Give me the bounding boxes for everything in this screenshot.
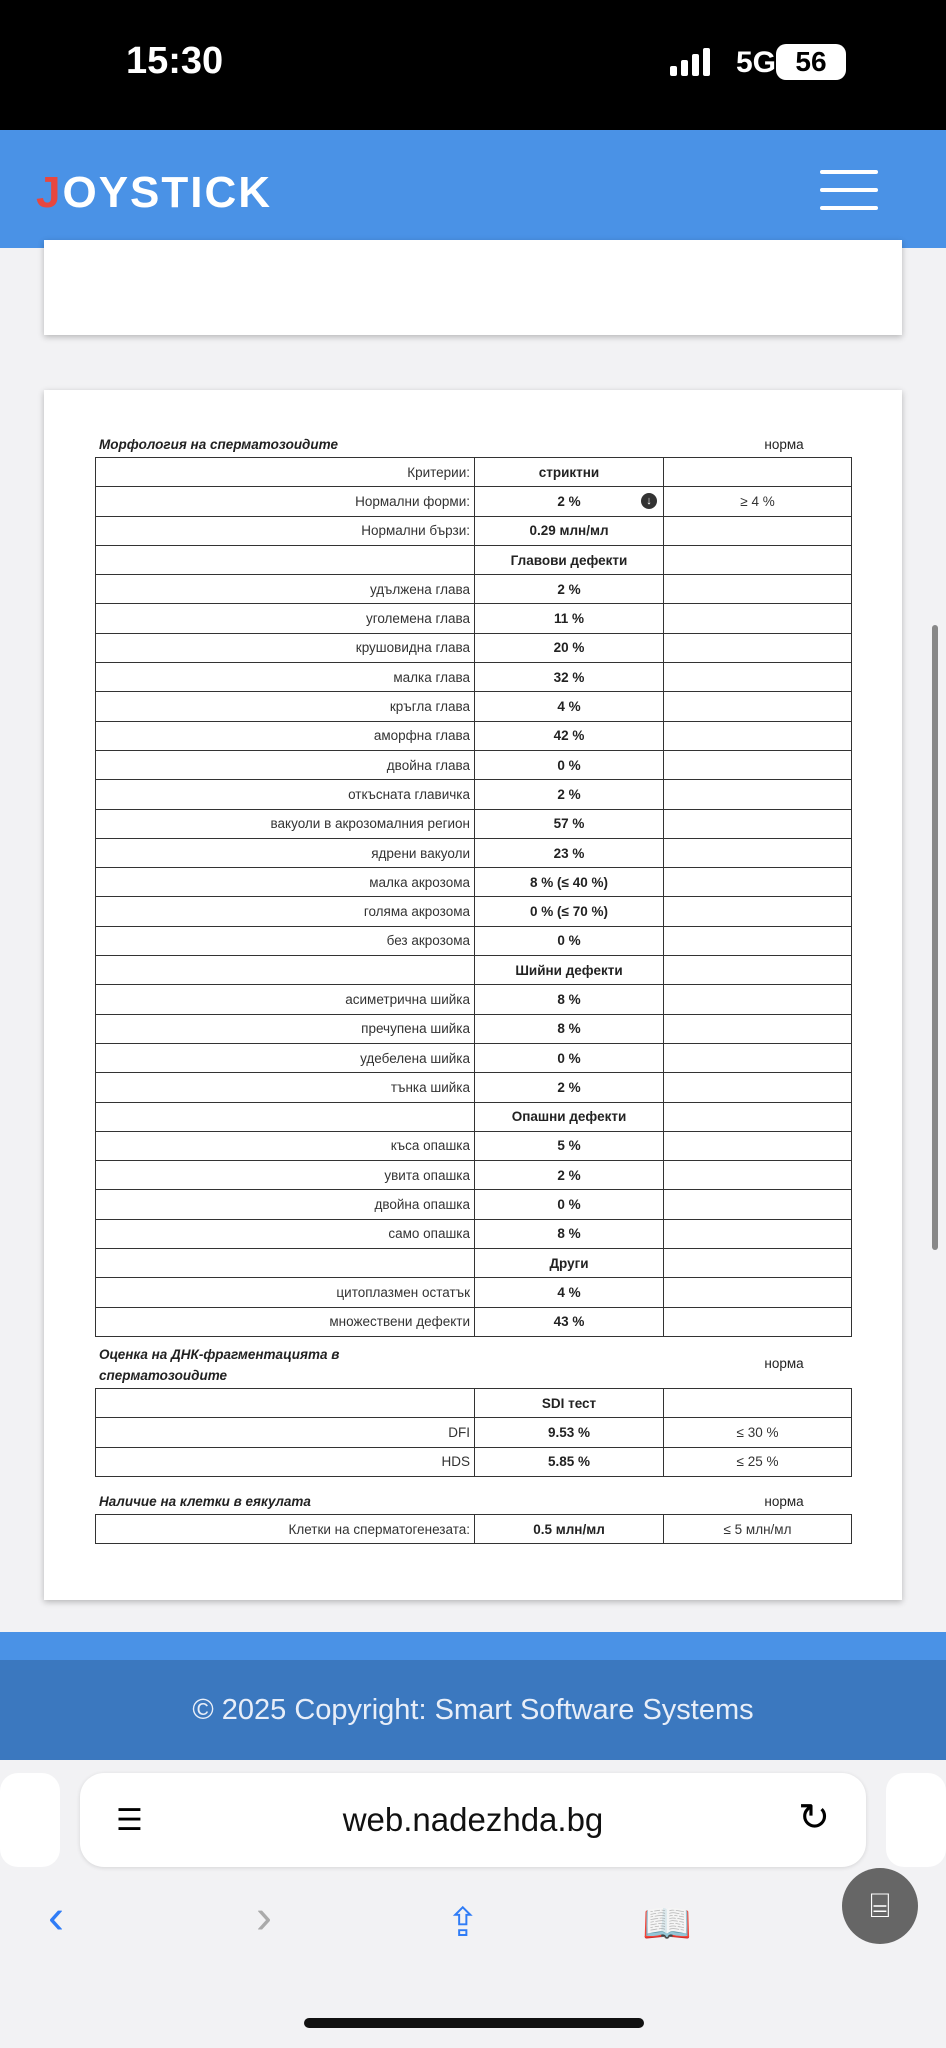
cell-label [96, 633, 475, 662]
label-text: DFI [448, 1424, 470, 1440]
cell-norm [664, 604, 852, 633]
cell-label [96, 985, 475, 1014]
norm-text: ≥ 4 % [740, 493, 775, 509]
cell-label [96, 1447, 475, 1476]
site-header [0, 130, 946, 248]
table-row [96, 868, 852, 897]
cell-label [96, 1102, 475, 1131]
cell-norm [664, 809, 852, 838]
table-row [96, 1131, 852, 1160]
cell-label [96, 663, 475, 692]
cell-label [96, 545, 475, 574]
label-text: асиметрична шийка [345, 991, 470, 1007]
norm-label: норма [764, 1356, 804, 1371]
table-row [96, 663, 852, 692]
value-text: стриктни [538, 464, 600, 480]
cell-norm [664, 1073, 852, 1102]
norm-text: ≤ 5 млн/мл [723, 1521, 792, 1537]
label-text: Клетки на сперматогенезата: [288, 1521, 470, 1537]
cell-label [96, 1219, 475, 1248]
cell-norm [664, 1278, 852, 1307]
table-row [96, 838, 852, 867]
value-text: 2 % [557, 786, 581, 802]
cell-value [475, 1447, 664, 1476]
bookmarks-icon[interactable]: 📖 [642, 1902, 692, 1946]
table-row [96, 1073, 852, 1102]
value-text: 8 % [557, 1021, 581, 1037]
cell-label [96, 780, 475, 809]
label-text: без акрозома [386, 933, 470, 949]
cell-label [96, 692, 475, 721]
label-text: голяма акрозома [363, 904, 470, 920]
cell-value [475, 897, 664, 926]
cell-norm [664, 1102, 852, 1131]
label-text: двойна опашка [374, 1197, 470, 1213]
cell-value [475, 663, 664, 692]
cell-label [96, 897, 475, 926]
cell-label [96, 1418, 475, 1447]
network-type: 5G [736, 46, 777, 79]
value-text: 23 % [553, 845, 585, 861]
label-text: уголемена глава [365, 611, 470, 627]
label-text: множествени дефекти [329, 1314, 470, 1330]
cell-label [96, 1043, 475, 1072]
label-text: ядрени вакуоли [371, 845, 470, 861]
value-text: 0.5 млн/мл [533, 1521, 605, 1537]
cell-norm [664, 545, 852, 574]
cell-norm [664, 633, 852, 662]
table-row [96, 1389, 852, 1418]
label-text: малка глава [393, 669, 470, 685]
cell-label [96, 1278, 475, 1307]
value-text: 8 % (≤ 40 %) [530, 874, 608, 890]
url-text: web.nadezhda.bg [342, 1801, 604, 1838]
value-text: 2 % [557, 1079, 581, 1095]
share-icon[interactable]: ⇪ [446, 1901, 480, 1945]
footer-copyright: © 2025 Copyright: Smart Software Systems [0, 1660, 946, 1760]
cell-label [96, 1073, 475, 1102]
scrollbar[interactable] [932, 625, 938, 1250]
next-tab[interactable] [886, 1773, 946, 1867]
table-row [96, 985, 852, 1014]
cell-norm [664, 721, 852, 750]
dna-table [95, 1388, 852, 1477]
footer-band [0, 1632, 946, 1660]
cell-label [96, 487, 475, 516]
cell-label [96, 809, 475, 838]
cell-value [475, 1515, 664, 1544]
cell-norm [664, 1515, 852, 1544]
value-text: 8 % [557, 1226, 581, 1242]
cell-value [475, 575, 664, 604]
norm-label: норма [764, 437, 804, 452]
cell-norm [664, 516, 852, 545]
value-text: 2 % [557, 493, 581, 509]
previous-tab[interactable] [0, 1773, 60, 1867]
cell-label [96, 1249, 475, 1278]
cell-label [96, 1307, 475, 1336]
cell-label [96, 604, 475, 633]
table-row [96, 1515, 852, 1544]
norm-label: норма [764, 1494, 804, 1509]
section-title-dna: Оценка на ДНК-фрагментацията в сперматозоидите [99, 1347, 340, 1383]
table-row [96, 516, 852, 545]
table-row [96, 1447, 852, 1476]
table-row [96, 1190, 852, 1219]
value-text: 43 % [553, 1314, 585, 1330]
label-text: HDS [441, 1454, 470, 1470]
cell-norm [664, 1131, 852, 1160]
address-bar[interactable] [80, 1773, 866, 1867]
label-text: цитоплазмен остатък [336, 1284, 470, 1300]
label-text: пречупена шийка [361, 1021, 470, 1037]
cell-label [96, 926, 475, 955]
scan-text-icon[interactable]: ⌸ [842, 1868, 918, 1944]
norm-text: ≤ 25 % [736, 1454, 779, 1470]
table-row [96, 692, 852, 721]
table-row [96, 1102, 852, 1131]
signal-icon [670, 48, 710, 76]
cell-norm [664, 1418, 852, 1447]
cell-norm [664, 1447, 852, 1476]
cells-table [95, 1514, 852, 1544]
cell-value [475, 516, 664, 545]
forward-icon[interactable]: › [256, 1891, 272, 1944]
report-card [44, 390, 902, 1600]
cell-label [96, 1131, 475, 1160]
cell-value [475, 809, 664, 838]
battery-icon: 56 [776, 44, 846, 80]
value-text: 2 % [557, 1167, 581, 1183]
cell-value [475, 1131, 664, 1160]
cell-value [475, 750, 664, 779]
cell-label [96, 516, 475, 545]
table-row [96, 1161, 852, 1190]
label-text: Критерии: [407, 464, 470, 480]
cell-label [96, 750, 475, 779]
table-row [96, 897, 852, 926]
cell-value [475, 545, 664, 574]
cell-label [96, 956, 475, 985]
cell-norm [664, 780, 852, 809]
label-text: малка акрозома [369, 874, 470, 890]
cell-value [475, 956, 664, 985]
cell-norm [664, 1307, 852, 1336]
cell-norm [664, 985, 852, 1014]
value-text: 4 % [557, 699, 581, 715]
value-text: 0 % [557, 1197, 581, 1213]
below-norm-icon: ↓ [641, 493, 657, 509]
value-text: Шийни дефекти [515, 962, 623, 978]
cell-label [96, 1190, 475, 1219]
section-title-cells: Наличие на клетки в еякулата [99, 1494, 311, 1509]
reload-icon[interactable]: ↻ [798, 1797, 830, 1839]
table-row [96, 545, 852, 574]
value-text: 42 % [553, 728, 585, 744]
table-row [96, 1418, 852, 1447]
table-row [96, 1014, 852, 1043]
table-row [96, 809, 852, 838]
cell-label [96, 1014, 475, 1043]
cell-value [475, 721, 664, 750]
table-row [96, 604, 852, 633]
section-title-morphology: Морфология на сперматозоидите [99, 437, 338, 452]
table-row [96, 926, 852, 955]
value-text: 11 % [553, 611, 585, 627]
table-row [96, 487, 852, 516]
cell-label [96, 1515, 475, 1544]
reader-icon[interactable]: ☰ [116, 1804, 143, 1837]
cell-value [475, 1102, 664, 1131]
morphology-table [95, 457, 852, 1337]
cell-norm [664, 868, 852, 897]
table-row [96, 633, 852, 662]
cell-label [96, 1389, 475, 1418]
cell-value [475, 985, 664, 1014]
label-text: Нормални бързи: [361, 523, 470, 539]
value-text: 0 % [557, 757, 581, 773]
label-text: аморфна глава [373, 728, 470, 744]
value-text: 9.53 % [547, 1424, 591, 1440]
cell-norm [664, 692, 852, 721]
label-text: увита опашка [384, 1167, 470, 1183]
label-text: Нормални форми: [355, 493, 470, 509]
cell-value [475, 1389, 664, 1418]
label-text: удължена глава [370, 581, 470, 597]
table-row [96, 575, 852, 604]
clock: 15:30 [126, 40, 224, 82]
browser-toolbar [0, 1760, 946, 2048]
cell-value [475, 1307, 664, 1336]
cell-norm [664, 458, 852, 487]
cell-value [475, 604, 664, 633]
hamburger-menu-icon[interactable] [820, 170, 878, 210]
label-text: крушовидна глава [355, 640, 470, 656]
cell-label [96, 721, 475, 750]
cell-value [475, 926, 664, 955]
cell-norm [664, 956, 852, 985]
cell-norm [664, 487, 852, 516]
table-row [96, 780, 852, 809]
report-card-top [44, 240, 902, 335]
value-text: 5.85 % [547, 1454, 591, 1470]
label-text: кръгла глава [389, 699, 470, 715]
value-text: 20 % [553, 640, 585, 656]
value-text: 0.29 млн/мл [529, 523, 609, 539]
logo[interactable]: JOYSTICK [36, 168, 273, 217]
value-text: 0 % [557, 933, 581, 949]
value-text: 32 % [553, 669, 585, 685]
value-text: Главови дефекти [510, 552, 628, 568]
cell-value [475, 458, 664, 487]
label-text: къса опашка [390, 1138, 470, 1154]
value-text: 0 % [557, 1050, 581, 1066]
cell-value [475, 692, 664, 721]
value-text: Други [549, 1255, 589, 1271]
cell-value [475, 1278, 664, 1307]
cell-label [96, 868, 475, 897]
cell-norm [664, 1014, 852, 1043]
table-row [96, 1278, 852, 1307]
table-row [96, 1249, 852, 1278]
value-text: 2 % [557, 581, 581, 597]
cell-norm [664, 1043, 852, 1072]
cell-value [475, 487, 664, 516]
cell-norm [664, 575, 852, 604]
table-row [96, 1043, 852, 1072]
label-text: тънка шийка [390, 1079, 470, 1095]
value-text: Опашни дефекти [511, 1109, 627, 1125]
value-text: 4 % [557, 1284, 581, 1300]
label-text: само опашка [388, 1226, 470, 1242]
cell-norm [664, 1389, 852, 1418]
cell-norm [664, 1161, 852, 1190]
cell-value [475, 1014, 664, 1043]
table-row [96, 750, 852, 779]
cell-value [475, 838, 664, 867]
cell-norm [664, 663, 852, 692]
status-bar [0, 0, 946, 130]
label-text: откъсната главичка [348, 786, 470, 802]
label-text: удебелена шийка [360, 1050, 470, 1066]
cell-norm [664, 897, 852, 926]
cell-value [475, 1043, 664, 1072]
cell-norm [664, 1249, 852, 1278]
table-row [96, 1307, 852, 1336]
cell-value [475, 1418, 664, 1447]
cell-value [475, 780, 664, 809]
norm-text: ≤ 30 % [736, 1424, 779, 1440]
table-row [96, 458, 852, 487]
cell-norm [664, 1190, 852, 1219]
cell-value [475, 868, 664, 897]
value-text: 8 % [557, 991, 581, 1007]
cell-value [475, 1073, 664, 1102]
cell-value [475, 1249, 664, 1278]
cell-value [475, 1190, 664, 1219]
cell-value [475, 1161, 664, 1190]
label-text: двойна глава [386, 757, 470, 773]
cell-label [96, 458, 475, 487]
home-indicator [304, 2018, 644, 2028]
cell-value [475, 633, 664, 662]
table-row [96, 1219, 852, 1248]
cell-label [96, 1161, 475, 1190]
value-text: 5 % [557, 1138, 581, 1154]
cell-norm [664, 750, 852, 779]
cell-norm [664, 1219, 852, 1248]
cell-value [475, 1219, 664, 1248]
cell-label [96, 838, 475, 867]
value-text: SDI тест [541, 1395, 597, 1411]
value-text: 57 % [553, 816, 585, 832]
cell-norm [664, 926, 852, 955]
cell-label [96, 575, 475, 604]
table-row [96, 721, 852, 750]
label-text: вакуоли в акрозомалния регион [270, 816, 470, 832]
value-text: 0 % (≤ 70 %) [530, 904, 608, 920]
back-icon[interactable]: ‹ [48, 1891, 64, 1944]
cell-norm [664, 838, 852, 867]
table-row [96, 956, 852, 985]
